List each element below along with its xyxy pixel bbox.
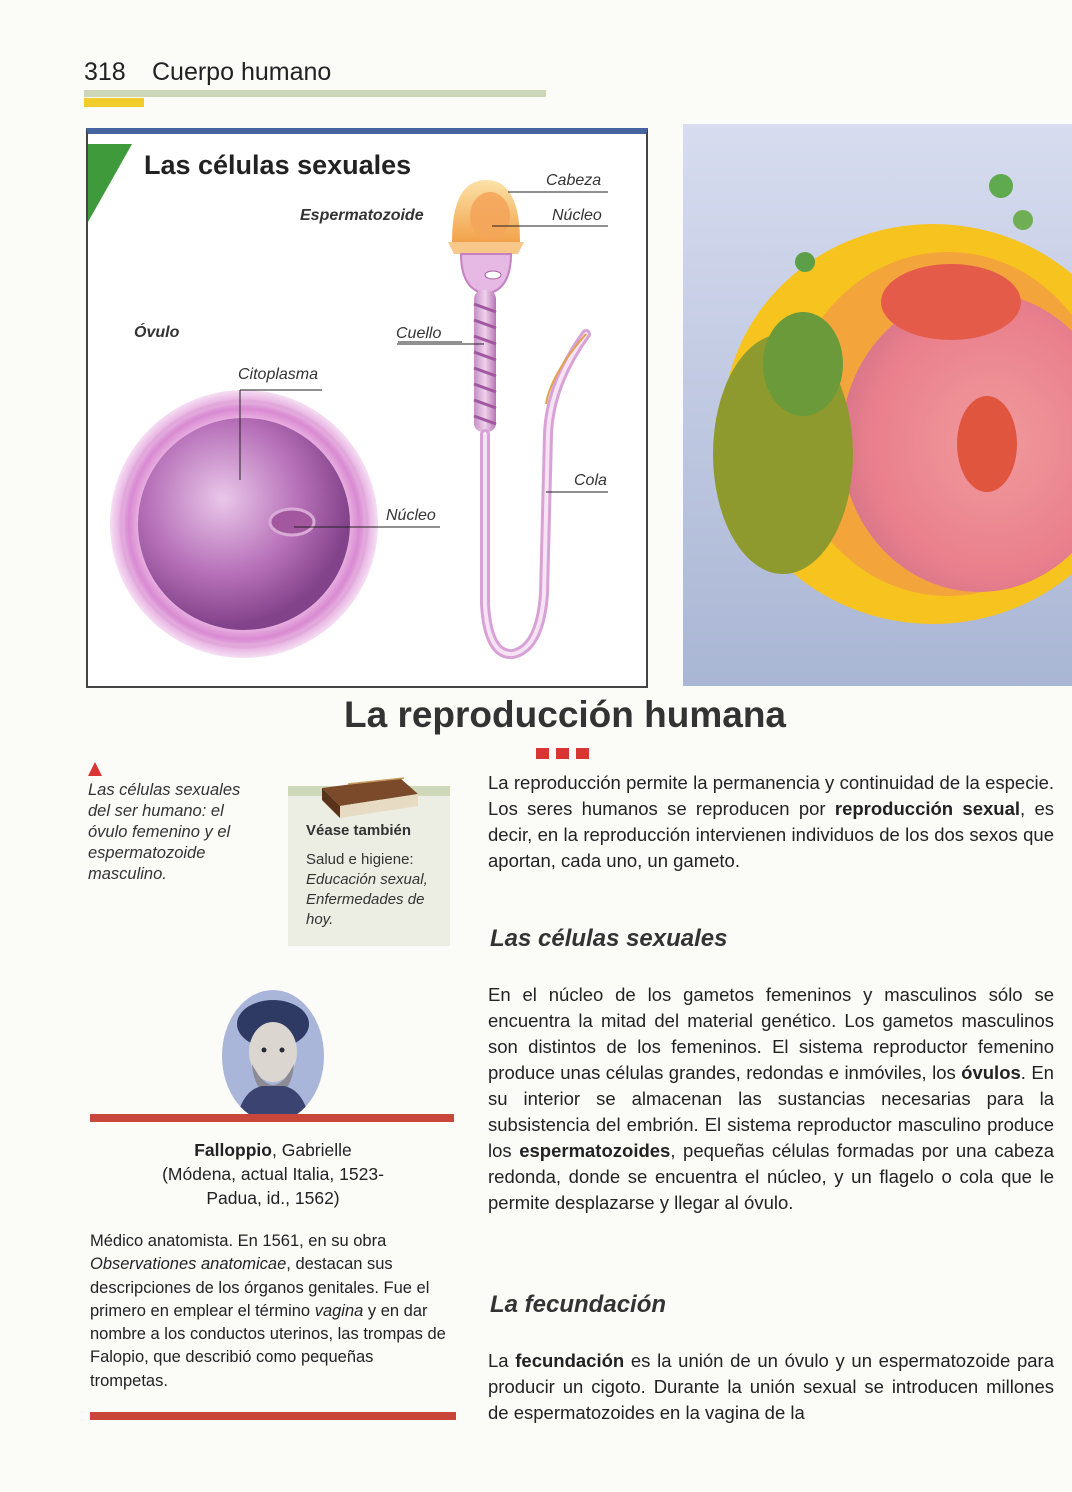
bio-term: vagina bbox=[314, 1301, 364, 1320]
see-also-link[interactable]: Educación sexual, bbox=[306, 871, 428, 888]
main-title: La reproducción humana bbox=[344, 694, 787, 735]
egg-nucleus-shape bbox=[270, 509, 314, 535]
bio-origin: (Módena, actual Italia, 1523- bbox=[162, 1164, 384, 1184]
section-heading: Las células sexuales bbox=[490, 925, 728, 952]
label-tail: Cola bbox=[574, 472, 607, 489]
label-cytoplasm: Citoplasma bbox=[238, 366, 319, 383]
see-also-heading: Véase también bbox=[306, 822, 412, 839]
section-paragraph: En el núcleo de los gametos femeninos y masculinos sólo se encuentra la mitad del material genético. Los gametos masculinos son distintos de los femeninos. El sistema reproductor femenino produce unas células grandes, redondas e inmóviles, los óvulos. En su interior se almacenan las sustancias necesarias para la subsistencia del embrión. El sistema reproductor masculino produce los espermatozoides, pequeñas células formadas por una cabeza redonda, donde se encuentra el núcleo, y un flagelo o cola que le permite desplazarse y llegar al óvulo. bbox=[488, 984, 1054, 1213]
title-square bbox=[556, 748, 569, 759]
caption-triangle-icon bbox=[88, 762, 102, 776]
intro-paragraph: La reproducción permite la permanencia y continuidad de la especie. Los seres humanos se reproducen por reproducción sexual, es decir, en la reproducción intervienen individuos de los dos sexos que aportan, cada uno, un gameto. bbox=[488, 772, 1055, 871]
falloppio-portrait bbox=[222, 990, 324, 1122]
book-icon bbox=[318, 774, 422, 822]
egg-label: Óvulo bbox=[134, 324, 180, 341]
bio-death: Padua, id., 1562) bbox=[206, 1188, 340, 1208]
bio-text: Médico anatomista. En 1561, en su obra Observationes anatomicae, destacan sus descripciones de los órganos genitales. Fue el primero en emplear el término vagina y en dar nombre a los conductos uterinos, las trompas de Falopio, que describió como pequeñas trompetas. bbox=[90, 1232, 446, 1390]
section-paragraph: La fecundación es la unión de un óvulo y un espermatozoide para producir un cigoto. Durante la unión sexual se introducen millones de espermatozoides en la vagina de la bbox=[488, 1350, 1054, 1423]
diagram-caption: Las células sexuales del ser humano: el óvulo femenino y el espermatozoide masculino. bbox=[88, 781, 241, 883]
cytoplasm-shape bbox=[138, 418, 350, 630]
bio-work-title: Observationes anatomicae bbox=[90, 1255, 287, 1274]
page-number: 318 bbox=[84, 58, 126, 86]
section-title: Cuerpo humano bbox=[152, 58, 332, 86]
header-rule bbox=[84, 90, 546, 97]
see-also-category: Salud e higiene: bbox=[306, 851, 414, 868]
see-also-link[interactable]: Enfermedades de bbox=[306, 891, 425, 908]
bio-bottom-rule bbox=[90, 1412, 456, 1420]
see-also-link[interactable]: hoy. bbox=[306, 911, 334, 928]
label-sperm-nucleus: Núcleo bbox=[552, 207, 602, 224]
bio-name: Falloppio bbox=[194, 1140, 272, 1160]
title-square bbox=[536, 748, 549, 759]
green-corner-tab bbox=[88, 144, 132, 222]
sex-cells-diagram bbox=[86, 128, 648, 688]
fertilization-micrograph bbox=[683, 124, 1072, 686]
see-also-text bbox=[306, 850, 446, 930]
header-accent bbox=[84, 98, 144, 107]
bio-top-rule bbox=[90, 1114, 454, 1122]
label-neck: Cuello bbox=[396, 325, 442, 342]
diagram-title: Las células sexuales bbox=[144, 150, 412, 180]
bio-name-rest: , Gabrielle bbox=[272, 1140, 352, 1160]
label-head: Cabeza bbox=[546, 172, 602, 189]
bio-heading bbox=[90, 1138, 456, 1210]
label-egg-nucleus: Núcleo bbox=[386, 507, 436, 524]
sperm-label: Espermatozoide bbox=[300, 207, 424, 224]
section-heading: La fecundación bbox=[490, 1291, 667, 1318]
title-square bbox=[576, 748, 589, 759]
